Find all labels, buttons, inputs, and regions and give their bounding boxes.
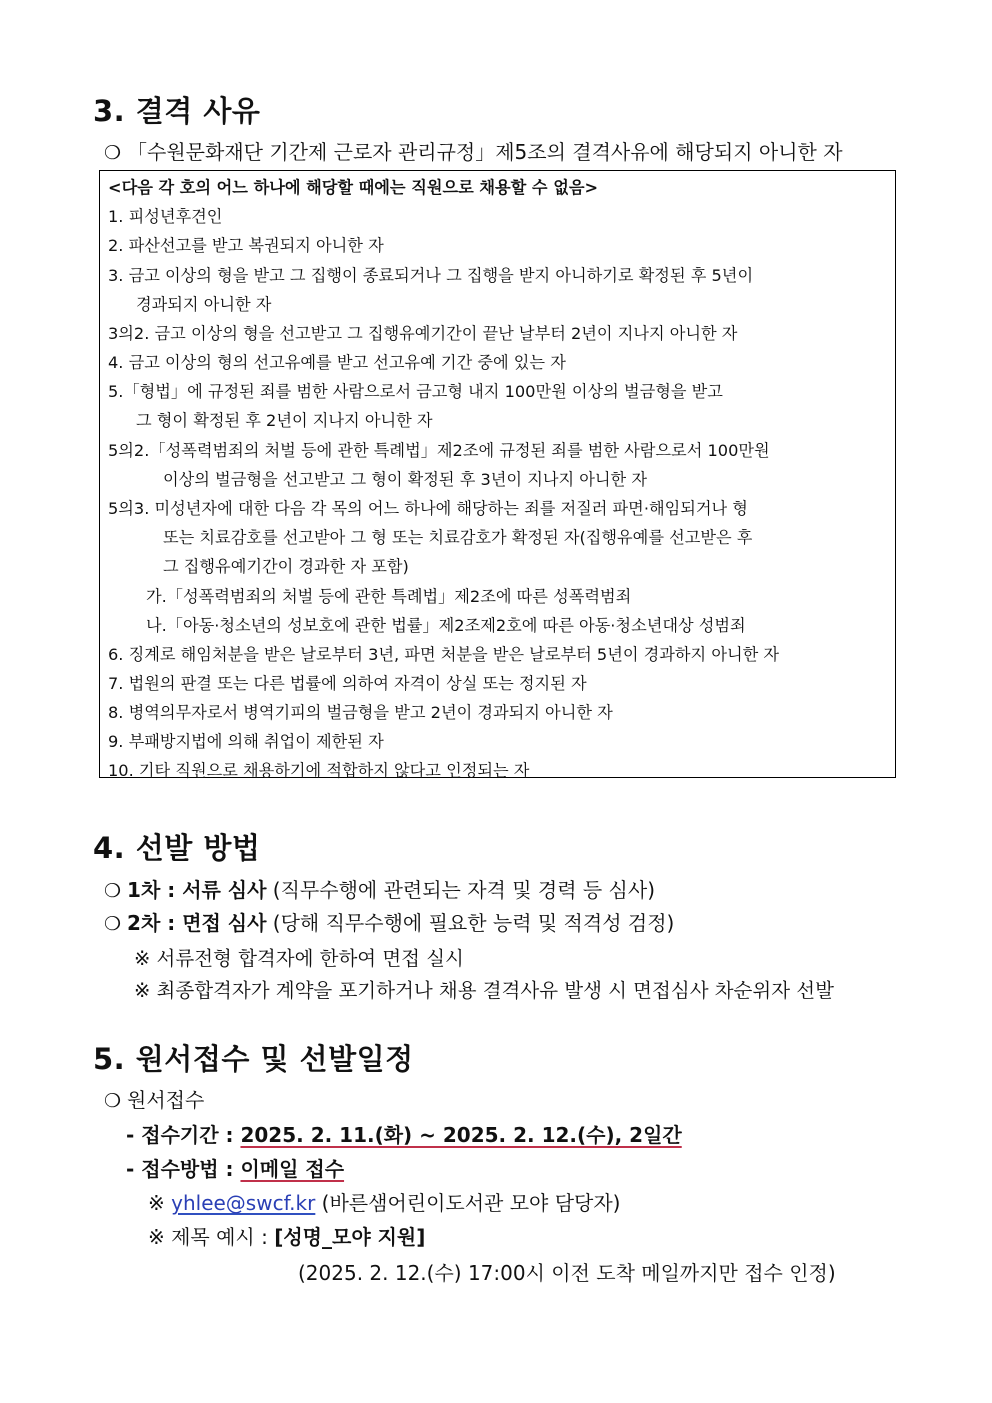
selection-step-1 (104, 874, 655, 903)
deadline-note: (2025. 2. 12.(수) 17:00시 이전 도착 메일까지만 접수 인정) (298, 1261, 836, 1285)
list-item: 7. 법원의 판결 또는 다른 법률에 의하여 자격이 상실 또는 정지된 자 (108, 674, 587, 693)
section3-bullet (104, 136, 843, 165)
list-item: 가.「성폭력범죄의 처벌 등에 관한 특례법」제2조에 따른 성폭력범죄 (146, 587, 632, 606)
circle-bullet-icon: ❍ (104, 913, 122, 935)
step1-label: 1차 : 서류 심사 (127, 878, 267, 902)
selection-step-2 (104, 907, 674, 936)
application-bullet-text: 원서접수 (127, 1088, 205, 1112)
circle-bullet-icon: ❍ (104, 1090, 122, 1112)
note-interview: ※ 서류전형 합격자에 한하여 면접 실시 (134, 947, 464, 970)
list-item: 9. 부패방지법에 의해 취업이 제한된 자 (108, 732, 384, 751)
subject-value: [성명_모야 지원] (274, 1225, 426, 1249)
disqualification-box (99, 170, 896, 778)
note-mark: ※ (148, 1191, 172, 1215)
box-header: <다음 각 호의 어느 하나에 해당할 때에는 직원으로 채용할 수 없음> (108, 178, 599, 197)
list-item: 3. 금고 이상의 형을 받고 그 집행이 종료되거나 그 집행을 받지 아니하기로 확정된 후 5년이 (108, 266, 754, 285)
list-item: 5.「형법」에 규정된 죄를 범한 사람으로서 금고형 내지 100만원 이상의 벌금형을 받고 (108, 382, 723, 401)
step2-desc: (당해 직무수행에 필요한 능력 및 적격성 검정) (266, 911, 675, 935)
list-item: 그 형이 확정된 후 2년이 지나지 아니한 자 (136, 411, 433, 430)
list-item: 5의2.「성폭력범죄의 처벌 등에 관한 특례법」제2조에 규정된 죄를 범한 사람으로서 100만원 (108, 441, 770, 460)
note-alternate: ※ 최종합격자가 계약을 포기하거나 채용 결격사유 발생 시 면접심사 차순위자 선발 (134, 979, 834, 1002)
list-item: 6. 징계로 해임처분을 받은 날로부터 3년, 파면 처분을 받은 날로부터 5년이 경과하지 아니한 자 (108, 645, 780, 664)
list-item: 5의3. 미성년자에 대한 다음 각 목의 어느 하나에 해당하는 죄를 저질러 파면·해임되거나 형 (108, 499, 748, 518)
application-method (126, 1153, 344, 1182)
list-item: 10. 기타 직원으로 채용하기에 적합하지 않다고 인정되는 자 (108, 761, 530, 780)
section3-title: 3. 결격 사유 (93, 94, 261, 128)
email-line (148, 1187, 621, 1216)
circle-bullet-icon: ❍ (104, 880, 122, 902)
list-item: 2. 파산선고를 받고 복권되지 아니한 자 (108, 236, 384, 255)
list-item: 4. 금고 이상의 형의 선고유예를 받고 선고유예 기간 중에 있는 자 (108, 353, 566, 372)
email-link[interactable]: yhlee@swcf.kr (171, 1191, 316, 1215)
method-value: 이메일 접수 (240, 1157, 345, 1181)
step1-desc: (직무수행에 관련되는 자격 및 경력 등 심사) (266, 878, 656, 902)
application-period (126, 1119, 682, 1148)
subject-example (148, 1221, 425, 1250)
list-item: 3의2. 금고 이상의 형을 선고받고 그 집행유예기간이 끝난 날부터 2년이 지나지 아니한 자 (108, 324, 738, 343)
list-item: 또는 치료감호를 선고받아 그 형 또는 치료감호가 확정된 자(집행유예를 선고받은 후 (163, 528, 753, 547)
method-label: - 접수방법 : (126, 1157, 241, 1181)
application-bullet (104, 1084, 204, 1113)
list-item: 8. 병역의무자로서 병역기피의 벌금형을 받고 2년이 경과되지 아니한 자 (108, 703, 613, 722)
list-item: 1. 피성년후견인 (108, 207, 223, 226)
section4-title: 4. 선발 방법 (93, 831, 261, 865)
list-item: 이상의 벌금형을 선고받고 그 형이 확정된 후 3년이 지나지 아니한 자 (163, 470, 647, 489)
list-item: 경과되지 아니한 자 (136, 295, 272, 314)
step2-label: 2차 : 면접 심사 (127, 911, 267, 935)
section3-bullet-text: 「수원문화재단 기간제 근로자 관리규정」제5조의 결격사유에 해당되지 아니한 자 (127, 140, 843, 164)
period-label: - 접수기간 : (126, 1123, 241, 1147)
subject-prefix: ※ 제목 예시 : (148, 1225, 275, 1249)
list-item: 그 집행유예기간이 경과한 자 포함) (163, 557, 409, 576)
list-item: 나.「아동·청소년의 성보호에 관한 법률」제2조제2호에 따른 아동·청소년대상 성범죄 (146, 616, 746, 635)
email-desc: (바른샘어린이도서관 모야 담당자) (315, 1191, 621, 1215)
section5-title: 5. 원서접수 및 선발일정 (93, 1042, 414, 1076)
period-value: 2025. 2. 11.(화) ~ 2025. 2. 12.(수), 2일간 (240, 1123, 682, 1147)
circle-bullet-icon: ❍ (104, 142, 122, 164)
